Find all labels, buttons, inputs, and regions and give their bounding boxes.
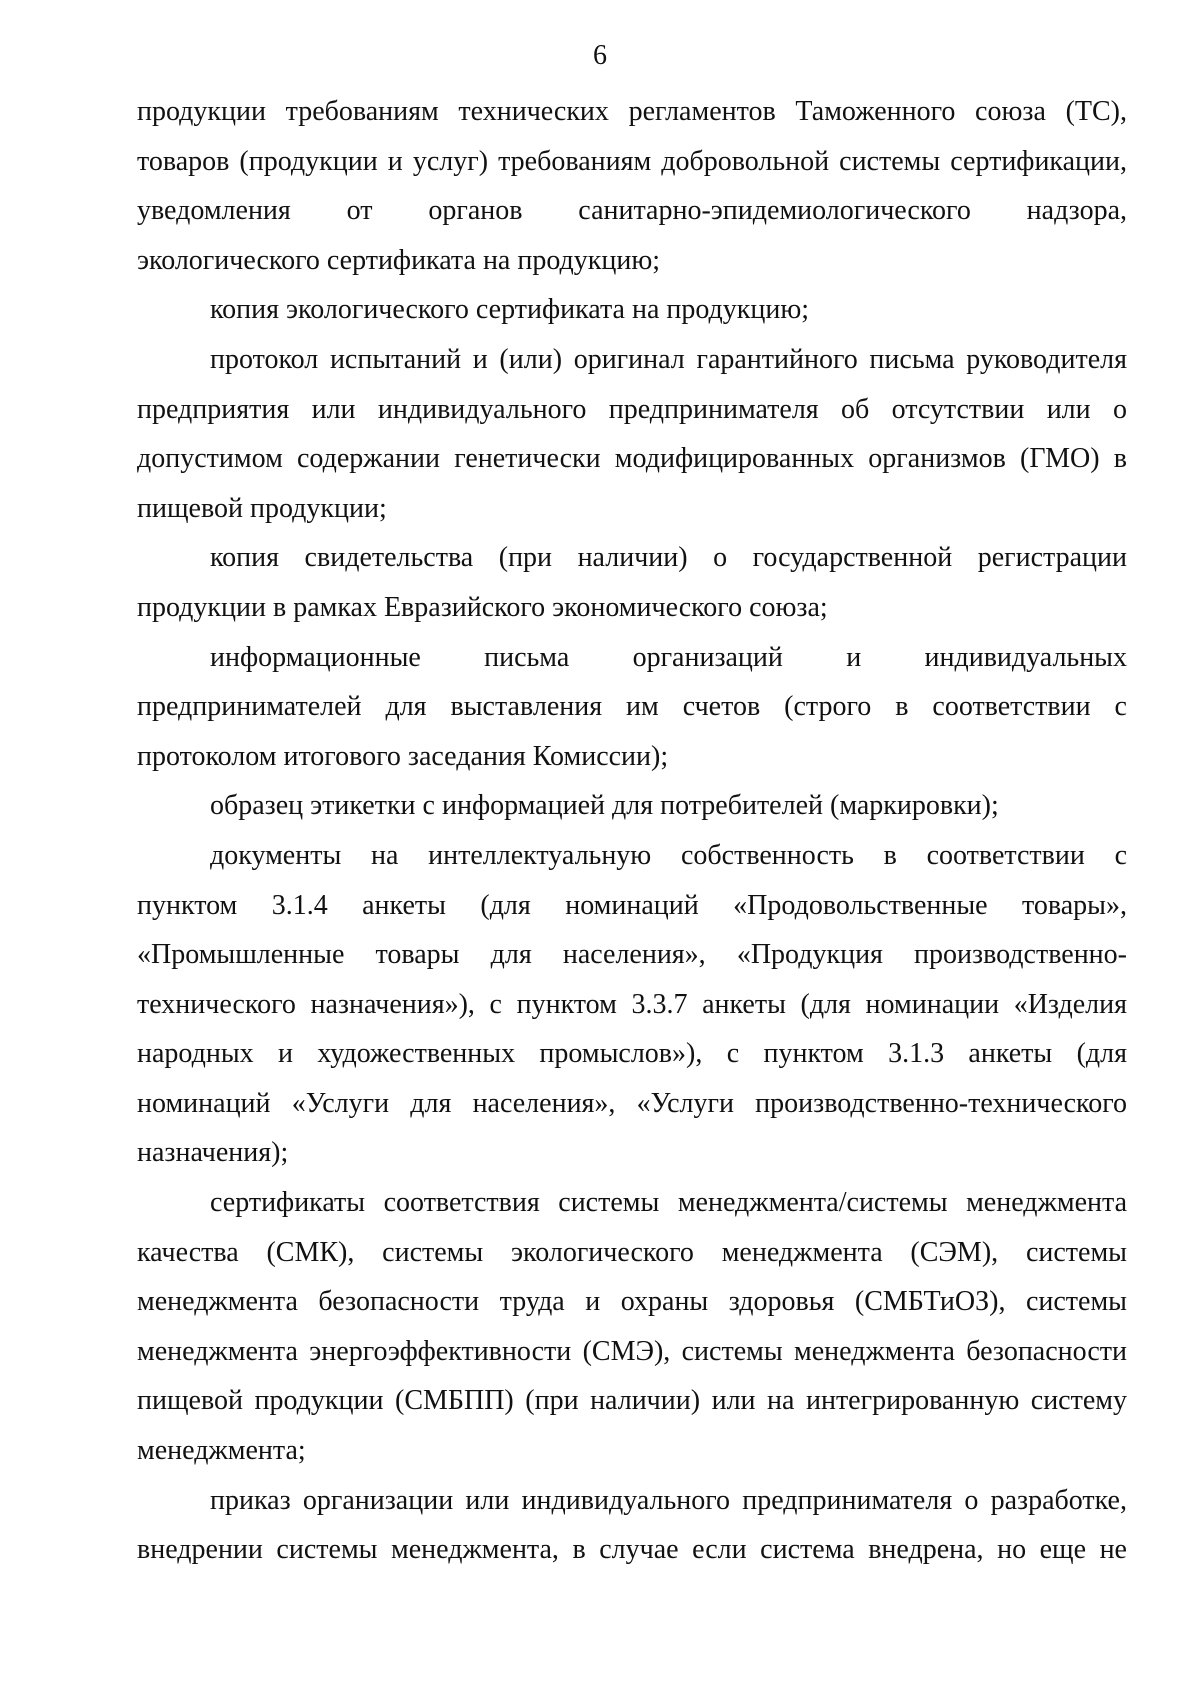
text-line: допустимом содержании генетически модифицированных организмов (ГМО) в (137, 443, 1127, 475)
text-line: информационные письма организаций и индивидуальных (210, 641, 1127, 673)
text-line: уведомления от органов санитарно-эпидемиологического надзора, (137, 195, 1127, 227)
text-line: товаров (продукции и услуг) требованиям добровольной системы сертификации, (137, 145, 1127, 177)
text-line: назначения); (137, 1137, 289, 1169)
text-line: протоколом итогового заседания Комиссии); (137, 740, 669, 772)
text-line: технического назначения»), с пунктом 3.3.7 анкеты (для номинации «Изделия (137, 988, 1127, 1020)
text-line: приказ организации или индивидуального предпринимателя о разработке, (210, 1484, 1127, 1516)
text-line: качества (СМК), системы экологического менеджмента (СЭМ), системы (137, 1236, 1127, 1268)
text-line: номинаций «Услуги для населения», «Услуги производственно-технического (137, 1087, 1127, 1119)
paragraph (137, 1476, 1127, 1575)
paragraph (137, 633, 1127, 782)
text-line: пунктом 3.1.4 анкеты (для номинаций «Продовольственные товары», (137, 889, 1127, 921)
text-line: экологического сертификата на продукцию; (137, 244, 661, 276)
text-line: внедрении системы менеджмента, в случае если система внедрена, но еще не (137, 1534, 1127, 1566)
text-line: менеджмента энергоэффективности (СМЭ), системы менеджмента безопасности (137, 1335, 1127, 1367)
paragraph (137, 87, 1127, 285)
text-line: копия свидетельства (при наличии) о государственной регистрации (210, 542, 1127, 574)
paragraph (137, 533, 1127, 632)
paragraph (137, 335, 1127, 533)
paragraph (137, 1178, 1127, 1476)
paragraph (137, 285, 1127, 335)
text-line: копия экологического сертификата на продукцию; (210, 294, 810, 326)
text-line: «Промышленные товары для населения», «Продукция производственно- (137, 939, 1127, 971)
text-line: пищевой продукции; (137, 492, 387, 524)
paragraph (137, 781, 1127, 831)
text-line: народных и художественных промыслов»), с пунктом 3.1.3 анкеты (для (137, 1038, 1127, 1070)
paragraph (137, 831, 1127, 1178)
document-body (137, 87, 1127, 1575)
text-line: продукции в рамках Евразийского экономического союза; (137, 591, 828, 623)
text-line: менеджмента безопасности труда и охраны здоровья (СМБТиОЗ), системы (137, 1286, 1127, 1318)
text-line: образец этикетки с информацией для потребителей (маркировки); (210, 790, 999, 822)
text-line: предпринимателей для выставления им счетов (строго в соответствии с (137, 691, 1127, 723)
text-line: менеджмента; (137, 1435, 306, 1467)
text-line: документы на интеллектуальную собственность в соответствии с (210, 839, 1127, 871)
text-line: протокол испытаний и (или) оригинал гарантийного письма руководителя (210, 343, 1127, 375)
text-line: пищевой продукции (СМБПП) (при наличии) или на интегрированную систему (137, 1385, 1127, 1417)
page-number: 6 (593, 40, 607, 71)
text-line: сертификаты соответствия системы менеджмента/системы менеджмента (210, 1187, 1127, 1219)
text-line: предприятия или индивидуального предпринимателя об отсутствии или о (137, 393, 1127, 425)
text-line: продукции требованиям технических регламентов Таможенного союза (ТС), (137, 96, 1127, 127)
